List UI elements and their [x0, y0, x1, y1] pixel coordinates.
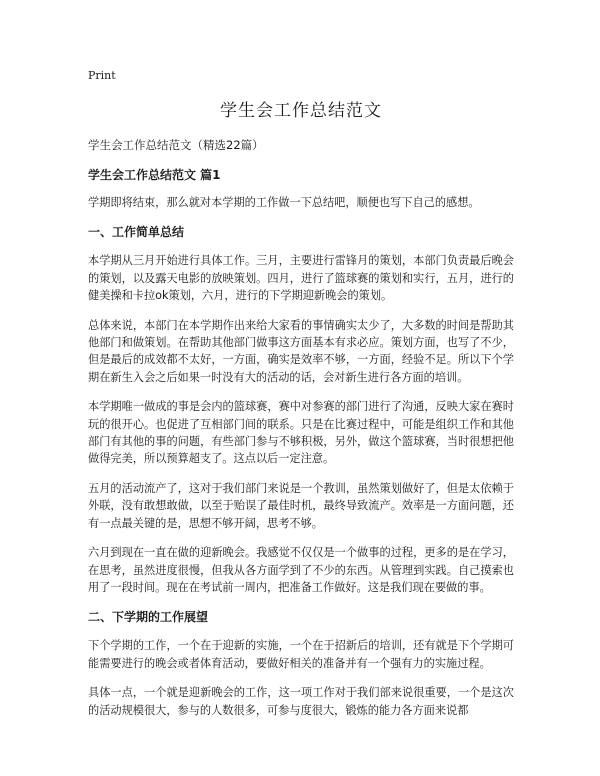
print-link[interactable]: Print — [88, 69, 116, 82]
section-heading-1: 学生会工作总结范文 篇1 — [88, 168, 221, 182]
part1-paragraph: 六月到现在一直在做的迎新晚会。我感觉不仅仅是一个做事的过程，更多的是在学习，在思考，虽然进度很慢，但我从各方面学到了不少的东西。从管理到实践。自己摸索也用了一段时间。现在在考试前一周内，把准备工作做好。这是我们现在要做的事。 — [88, 546, 514, 594]
part1-paragraph: 总体来说，本部门在本学期作出来给大家看的事情确实太少了，大多数的时间是帮助其他部门和做策划。在帮助其他部门做事这方面基本有求必应。策划方面，也写了不少，但是最后的成效都不太好，一方面，确实是效率不够，一方面，经验不足。所以下个学期在新生入会之后如果一时没有大的活动的话，会对新生进行各方面的培训。 — [88, 318, 514, 384]
part1-paragraph: 本学期从三月开始进行具体工作。三月，主要进行雷锋月的策划，本部门负责最后晚会的策划，以及露天电影的放映策划。四月，进行了篮球赛的策划和实行，五月，进行的健美操和卡拉ok策划，六月，进行的下学期迎新晚会的策划。 — [88, 254, 514, 303]
part2-paragraph: 具体一点，一个就是迎新晚会的工作，这一项工作对于我们部来说很重要，一个是这次的活动规模很大，参与的人数很多，可参与度很大，锻炼的能力各方面来说都 — [88, 686, 514, 717]
intro-paragraph: 学期即将结束，那么就对本学期的工作做一下总结吧，顺便也写下自己的感想。 — [88, 196, 480, 209]
part2-heading: 二、下学期的工作展望 — [88, 610, 209, 625]
document-subtitle: 学生会工作总结范文（精选22篇） — [88, 138, 264, 152]
part1-heading: 一、工作简单总结 — [88, 225, 185, 240]
document-title: 学生会工作总结范文 — [220, 101, 382, 121]
part1-paragraph: 五月的活动流产了，这对于我们部门来说是一个教训，虽然策划做好了，但是太依赖于外联，没有敢想敢做，以至于贻误了最佳时机，最终导致流产。效率是一方面问题，还有一点最关键的是，思想不够开阔，思考不够。 — [88, 481, 514, 530]
part1-paragraph: 本学期唯一做成的事是会内的篮球赛，赛中对参赛的部门进行了沟通，反映大家在赛时玩的很开心。也促进了互相部门间的联系。只是在比赛过程中，可能是组织工作和其他部门有其他的事的问题，有些部门参与不够积极，另外，做这个篮球赛，当时很想把他做得完美，所以预算超支了。这点以后一定注意。 — [88, 400, 514, 466]
document-page — [88, 68, 514, 731]
part2-paragraph: 下个学期的工作，一个在于迎新的实施，一个在于招新后的培训，还有就是下个学期可能需要进行的晚会或者体育活动，要做好相关的准备并有一个强有力的实施过程。 — [88, 639, 514, 670]
